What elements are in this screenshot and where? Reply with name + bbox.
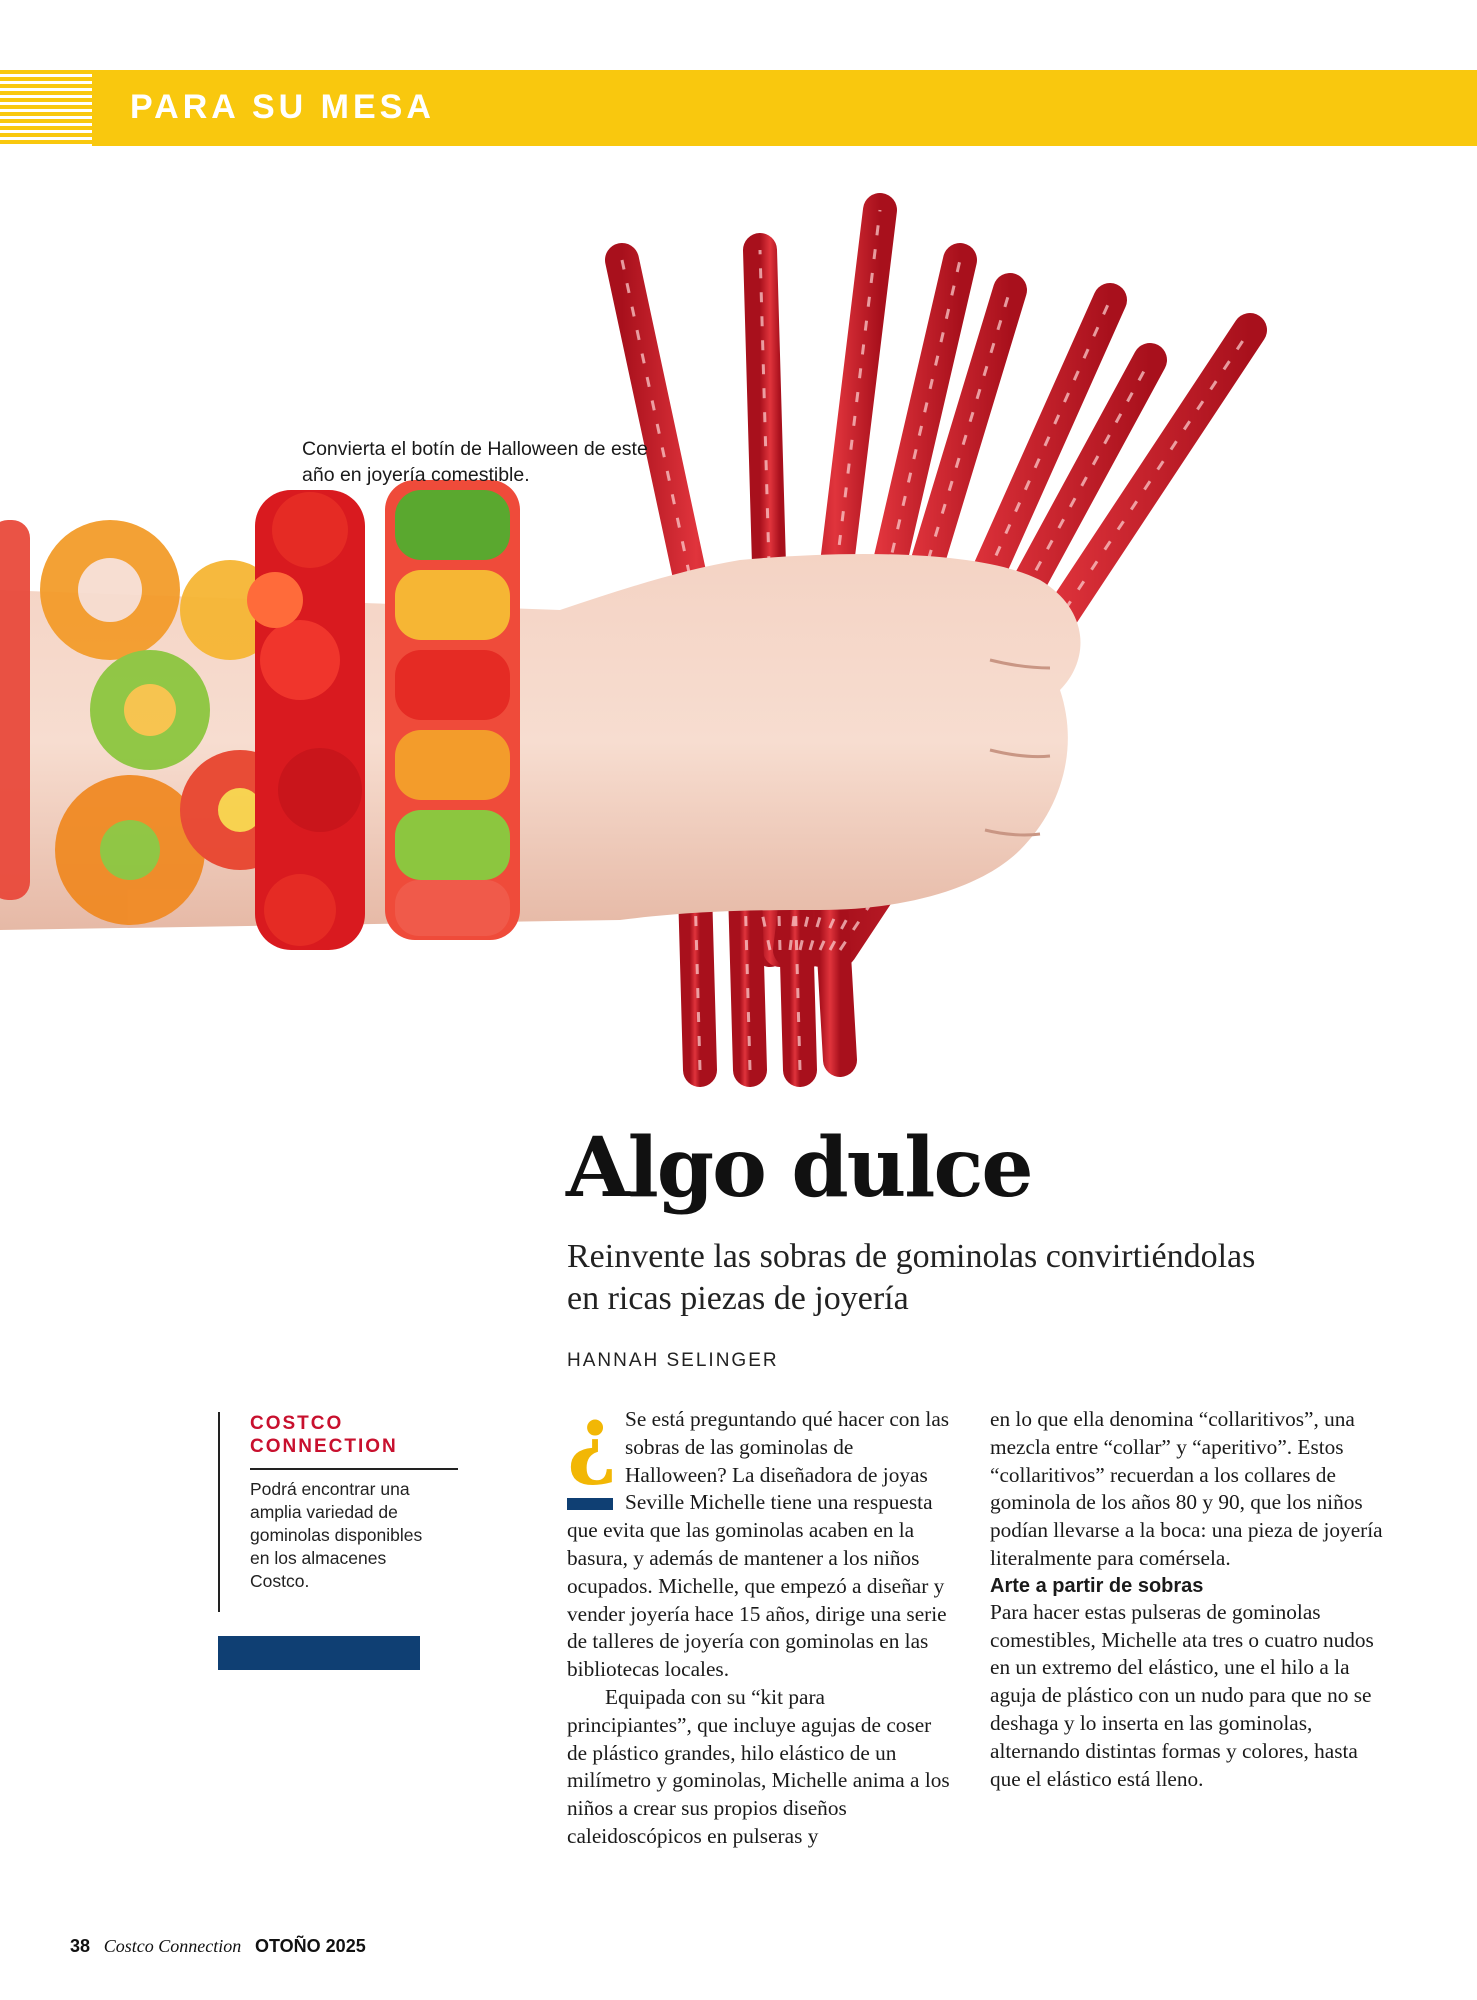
dropcap-block — [567, 1388, 621, 1494]
article-dek: Reinvente las sobras de gominolas convirtiéndolas en ricas piezas de joyería — [567, 1238, 1256, 1317]
photo-caption: Convierta el botín de Halloween de este año en joyería comestible. — [302, 438, 648, 486]
body-paragraph: Equipada con su “kit para principiantes”, que incluye agujas de coser de plástico grandes, hilo elástico de un milímetro y gominolas, Michelle anima a los niños a crear sus propios diseños caleidoscópicos en pulseras y — [567, 1684, 950, 1848]
dropcap: ¿ — [567, 1388, 618, 1489]
dropcap-bar — [567, 1498, 613, 1510]
article-photo — [0, 190, 1300, 1110]
sidebar-box — [218, 1412, 458, 1612]
body-paragraph: en lo que ella denomina “collaritivos”, una mezcla entre “collar” y “aperitivo”. Estos “collaritivos” recuerdan a los collares de gominola de los años 80 y 90, que los niños podían llevarse a la boca: una pieza de joyería literalmente para comérsela. — [990, 1407, 1383, 1570]
publication-name: Costco Connection — [103, 1936, 242, 1956]
section-banner — [0, 70, 1477, 146]
article-subhead: Arte a partir de sobras — [990, 1574, 1204, 1597]
article-title: Algo dulce — [566, 1120, 1032, 1216]
issue-label: OTOÑO 2025 — [255, 1936, 366, 1956]
article-byline: HANNAH SELINGER — [567, 1350, 779, 1371]
body-paragraph: Para hacer estas pulseras de gominolas comestibles, Michelle ata tres o cuatro nudos en un extremo del elástico, une el hilo a la aguja de plástico con un nudo para que no se deshaga y lo inserta en las gominolas, alternando distintas formas y colores, hasta que el elástico está lleno. — [990, 1599, 1374, 1791]
sidebar-accent-bar — [218, 1636, 420, 1670]
sidebar-rule — [250, 1468, 458, 1470]
page-number: 38 — [70, 1936, 91, 1956]
section-label: PARA SU MESA — [130, 88, 435, 126]
article-column-1 — [567, 1388, 955, 1851]
page-footer — [70, 1936, 366, 1957]
banner-stripes — [0, 70, 92, 146]
article-column-2 — [990, 1406, 1390, 1793]
body-paragraph: Se está preguntando qué hacer con las sobras de las gominolas de Halloween? La diseñadora de joyas Seville Michelle tiene una respuesta que evita que las gominolas acaben en la basura, y además de mantener a los niños ocupados. Michelle, que empezó a diseñar y vender joyería hace 15 años, dirige una serie de talleres de joyería con gominolas en las bibliotecas locales. — [567, 1407, 950, 1682]
sidebar-title: COSTCO CONNECTION — [250, 1413, 398, 1457]
sidebar-text: Podrá encontrar una amplia variedad de gominolas disponibles en los almacenes Costco. — [250, 1479, 423, 1591]
